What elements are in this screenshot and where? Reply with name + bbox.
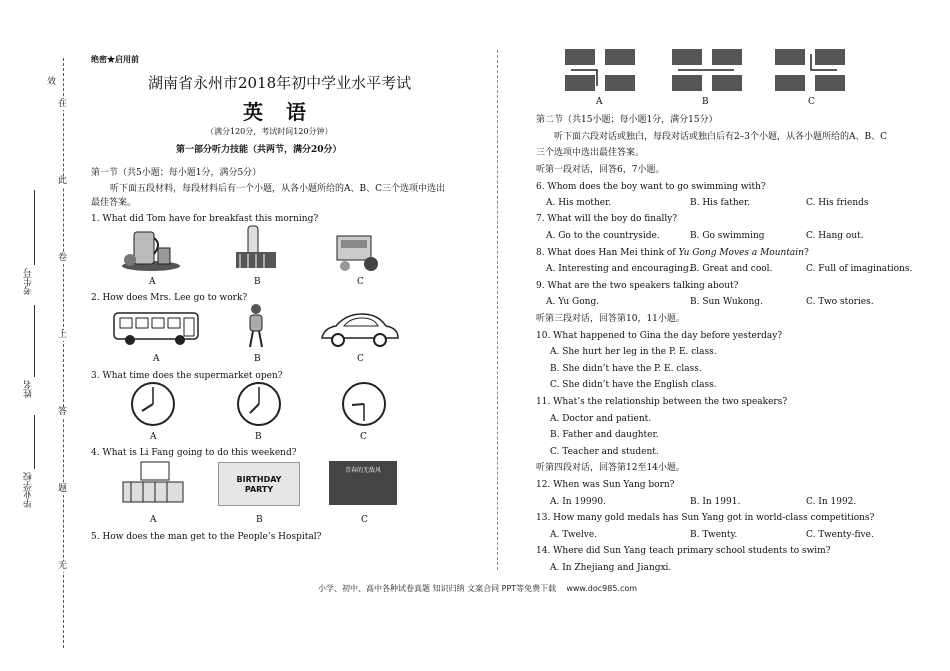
option-11a[interactable]: A. Doctor and patient. xyxy=(550,414,652,424)
birthday-poster-text: BIRTHDAY PARTY xyxy=(236,475,282,494)
school-label: 毕业学校 xyxy=(24,472,34,508)
noodles-picture xyxy=(333,228,381,272)
option-13b[interactable]: B. Twenty. xyxy=(690,530,738,540)
option-6b[interactable]: B. His father. xyxy=(690,198,751,208)
section1-instructions-cont: 最佳答案。 xyxy=(91,198,137,208)
question-12: 12. When was Sun Yang born? xyxy=(536,480,675,490)
option-12b[interactable]: B. In 1991. xyxy=(690,497,741,507)
option-a-label: A xyxy=(150,432,157,442)
option-7b[interactable]: B. Go swimming xyxy=(690,231,765,241)
section2-heading: 第二节（共15小题；每小题1分，满分15分） xyxy=(536,115,718,125)
exam-number-label: 考生号 xyxy=(24,268,34,295)
seal-char: 此 xyxy=(58,176,68,186)
score-note: （满分120分，考试时间120分钟） xyxy=(206,127,333,136)
school-blank[interactable] xyxy=(34,415,35,469)
seal-line xyxy=(63,58,64,648)
route-map-b-picture xyxy=(672,49,742,91)
option-a-label: A xyxy=(153,354,160,364)
route-map-c-picture xyxy=(775,49,845,91)
subject-title: 英 语 xyxy=(243,100,314,124)
question-6: 6. Whom does the boy want to go swimming with? xyxy=(536,182,766,192)
option-10a[interactable]: A. She hurt her leg in the P. E. class. xyxy=(550,347,717,357)
question-9: 9. What are the two speakers talking about? xyxy=(536,281,739,291)
option-8b[interactable]: B. Great and cool. xyxy=(690,264,773,274)
option-14a[interactable]: A. In Zhejiang and Jiangxi. xyxy=(550,563,672,573)
footer-text: 小学、初中、高中各种试卷真题 知识归纳 文案合同 PPT等免费下载 www.doc985.com xyxy=(318,584,638,593)
walking-person-picture xyxy=(244,303,268,349)
dialogue-3-heading: 听第三段对话，回答第10，11小题。 xyxy=(536,314,685,324)
option-10c[interactable]: C. She didn’t have the English class. xyxy=(550,380,717,390)
option-b-label: B xyxy=(256,515,263,525)
option-9b[interactable]: B. Sun Wukong. xyxy=(690,297,763,307)
section1-instructions: 听下面五段材料，每段材料后有一个小题，从各小题所给的A、B、C三个选项中选出 xyxy=(110,184,446,194)
option-c-label: C xyxy=(357,354,364,364)
option-13a[interactable]: A. Twelve. xyxy=(550,530,598,540)
question-13: 13. How many gold medals has Sun Yang got in world-class competitions? xyxy=(536,513,875,523)
seal-char: 上 xyxy=(58,330,68,340)
option-7a[interactable]: A. Go to the countryside. xyxy=(546,231,660,241)
question-1: 1. What did Tom have for breakfast this morning? xyxy=(91,214,319,224)
car-picture xyxy=(318,312,400,348)
option-a-label: A xyxy=(149,277,156,287)
option-11c[interactable]: C. Teacher and student. xyxy=(550,447,659,457)
clock-a-icon xyxy=(130,381,176,427)
seal-char: 卷 xyxy=(58,253,68,263)
option-c-label: C xyxy=(357,277,364,287)
seal-char: 效 xyxy=(47,77,57,87)
option-a-label: A xyxy=(150,515,157,525)
dialogue-4-heading: 听第四段对话，回答第12至14小题。 xyxy=(536,463,685,473)
option-9a[interactable]: A. Yu Gong. xyxy=(546,297,600,307)
birthday-poster-picture xyxy=(218,462,300,506)
option-6c[interactable]: C. His friends xyxy=(806,198,869,208)
exam-title: 湖南省永州市2018年初中学业水平考试 xyxy=(148,74,412,92)
juice-bread-picture xyxy=(120,226,182,272)
option-8c[interactable]: C. Full of imaginations. xyxy=(806,264,913,274)
option-b-label: B xyxy=(254,277,261,287)
exam-number-blank[interactable] xyxy=(34,190,35,265)
seal-char: 题 xyxy=(58,484,68,494)
name-label: 姓名 xyxy=(24,380,34,398)
column-divider xyxy=(497,50,498,570)
dialogue-1-heading: 听第一段对话，回答6，7小题。 xyxy=(536,165,665,175)
option-9c[interactable]: C. Two stories. xyxy=(806,297,874,307)
option-8a[interactable]: A. Interesting and encouraging. xyxy=(546,264,692,274)
option-a-label: A xyxy=(596,97,603,107)
option-b-label: B xyxy=(702,97,709,107)
question-8-mark: ? xyxy=(803,248,809,258)
question-14: 14. Where did Sun Yang teach primary school students to swim? xyxy=(536,546,831,556)
question-10: 10. What happened to Gina the day before yesterday? xyxy=(536,331,783,341)
seal-char: 在 xyxy=(58,99,68,109)
section2-instructions-cont: 三个选项中选出最佳答案。 xyxy=(536,148,645,158)
route-map-a-picture xyxy=(565,49,635,91)
seal-char: 答 xyxy=(58,407,68,417)
option-c-label: C xyxy=(360,432,367,442)
option-10b[interactable]: B. She didn’t have the P. E. class. xyxy=(550,364,702,374)
theater-banner-text: 青春的无敌风 xyxy=(344,467,381,474)
question-8 xyxy=(536,247,809,259)
question-8-title: Yu Gong Moves a Mountain xyxy=(678,248,804,258)
classroom-picture xyxy=(121,460,185,506)
option-c-label: C xyxy=(808,97,815,107)
clock-c-icon xyxy=(341,381,387,427)
clock-b-icon xyxy=(236,381,282,427)
bus-picture xyxy=(112,309,200,347)
question-3: 3. What time does the supermarket open? xyxy=(91,371,283,381)
option-c-label: C xyxy=(361,515,368,525)
option-b-label: B xyxy=(255,432,262,442)
question-8-text: 8. What does Han Mei think of xyxy=(536,248,679,258)
part1-heading: 第一部分听力技能（共两节，满分20分） xyxy=(176,145,342,155)
question-5: 5. How does the man get to the People’s Hospital? xyxy=(91,532,322,542)
option-13c[interactable]: C. Twenty-five. xyxy=(806,530,874,540)
theater-picture xyxy=(329,461,397,505)
name-blank[interactable] xyxy=(34,305,35,377)
section2-instructions: 听下面六段对话或独白，每段对话或独白后有2–3个小题，从各小题所给的A、B、C xyxy=(554,132,887,142)
option-11b[interactable]: B. Father and daughter. xyxy=(550,430,659,440)
milk-bread-picture xyxy=(234,224,280,272)
question-4: 4. What is Li Fang going to do this weekend? xyxy=(91,448,297,458)
option-7c[interactable]: C. Hang out. xyxy=(806,231,864,241)
question-2: 2. How does Mrs. Lee go to work? xyxy=(91,293,248,303)
question-11: 11. What’s the relationship between the two speakers? xyxy=(536,397,788,407)
section1-heading: 第一节（共5小题；每小题1分，满分5分） xyxy=(91,168,262,178)
option-12c[interactable]: C. In 1992. xyxy=(806,497,857,507)
question-7: 7. What will the boy do finally? xyxy=(536,214,678,224)
secret-label: 绝密★启用前 xyxy=(91,54,139,64)
seal-char: 无 xyxy=(58,561,68,571)
option-12a[interactable]: A. In 19990. xyxy=(550,497,606,507)
option-6a[interactable]: A. His mother. xyxy=(546,198,612,208)
option-b-label: B xyxy=(254,354,261,364)
